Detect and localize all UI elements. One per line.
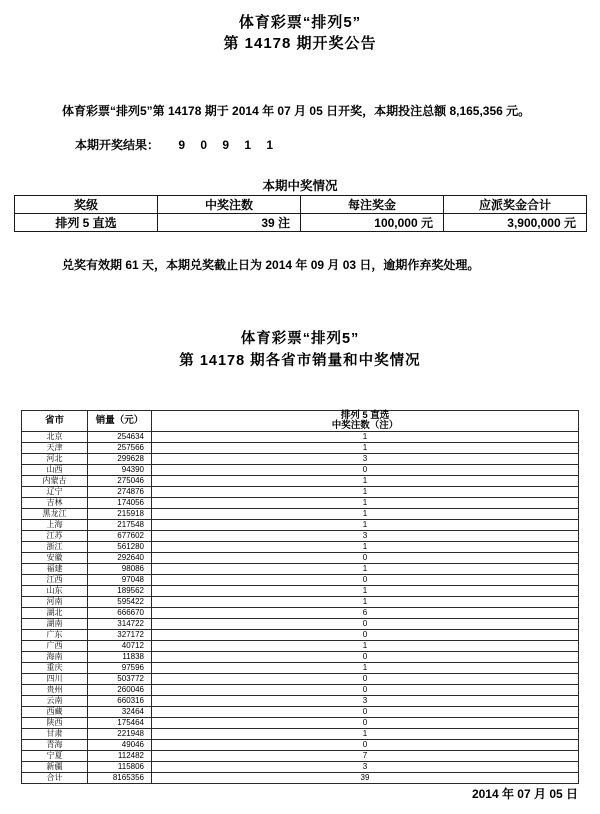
winning-numbers: 9 0 9 1 1 xyxy=(178,138,280,152)
wins-cell: 0 xyxy=(152,619,579,630)
sales-cell: 257566 xyxy=(88,443,152,454)
wins-cell: 1 xyxy=(152,509,579,520)
sales-cell: 94390 xyxy=(88,465,152,476)
sales-header: 销量（元） xyxy=(88,411,152,432)
wins-cell: 0 xyxy=(152,630,579,641)
sales-cell: 11838 xyxy=(88,652,152,663)
table-row xyxy=(22,663,579,674)
table-row xyxy=(22,619,579,630)
sales-cell: 274876 xyxy=(88,487,152,498)
wins-cell: 39 xyxy=(152,773,579,784)
wins-cell: 1 xyxy=(152,597,579,608)
prize-total-cell: 3,900,000 元 xyxy=(444,214,587,232)
draw-result-line xyxy=(75,136,279,153)
province-cell: 贵州 xyxy=(22,685,88,696)
province-cell: 云南 xyxy=(22,696,88,707)
province-cell: 福建 xyxy=(22,564,88,575)
sales-cell: 299628 xyxy=(88,454,152,465)
wins-cell: 0 xyxy=(152,740,579,751)
province-header: 省市 xyxy=(22,411,88,432)
redeem-note: 兑奖有效期 61 天，本期兑奖截止日为 2014 年 09 月 03 日，逾期作弃奖处理。 xyxy=(62,258,480,272)
province-cell: 北京 xyxy=(22,432,88,443)
province-cell: 上海 xyxy=(22,520,88,531)
prize-table-row xyxy=(15,214,587,232)
prize-per-bet-cell: 100,000 元 xyxy=(301,214,444,232)
footer-date: 2014 年 07 月 05 日 xyxy=(471,787,578,801)
province-cell: 重庆 xyxy=(22,663,88,674)
table-row xyxy=(22,696,579,707)
wins-cell: 1 xyxy=(152,443,579,454)
province-cell: 天津 xyxy=(22,443,88,454)
sales-cell: 254634 xyxy=(88,432,152,443)
sales-cell: 327172 xyxy=(88,630,152,641)
draw-result-label: 本期开奖结果： xyxy=(75,138,160,152)
sales-cell: 32464 xyxy=(88,707,152,718)
wins-cell: 1 xyxy=(152,487,579,498)
province-table xyxy=(21,410,579,784)
sales-cell: 503772 xyxy=(88,674,152,685)
wins-header-line1: 排列 5 直选 xyxy=(340,410,390,421)
sales-cell: 215918 xyxy=(88,509,152,520)
prize-header-per-bet: 每注奖金 xyxy=(301,196,444,214)
province-cell: 河南 xyxy=(22,597,88,608)
table-row xyxy=(22,762,579,773)
wins-cell: 1 xyxy=(152,542,579,553)
wins-cell: 0 xyxy=(152,575,579,586)
wins-cell: 3 xyxy=(152,454,579,465)
wins-cell: 1 xyxy=(152,432,579,443)
table-row xyxy=(22,630,579,641)
sales-cell: 275046 xyxy=(88,476,152,487)
province-cell: 江西 xyxy=(22,575,88,586)
province-cell: 青海 xyxy=(22,740,88,751)
sales-cell: 260046 xyxy=(88,685,152,696)
province-cell: 四川 xyxy=(22,674,88,685)
province-cell: 甘肃 xyxy=(22,729,88,740)
province-cell: 黑龙江 xyxy=(22,509,88,520)
wins-header xyxy=(152,411,579,432)
province-cell: 海南 xyxy=(22,652,88,663)
wins-cell: 3 xyxy=(152,531,579,542)
draw-summary-text: 体育彩票“排列5”第 14178 期于 2014 年 07 月 05 日开奖，本期投注总额 8,165,356 元。 xyxy=(62,104,531,118)
province-cell: 辽宁 xyxy=(22,487,88,498)
table-row xyxy=(22,751,579,762)
sales-cell: 115806 xyxy=(88,762,152,773)
sales-cell: 49046 xyxy=(88,740,152,751)
sales-cell: 314722 xyxy=(88,619,152,630)
sales-cell: 660316 xyxy=(88,696,152,707)
wins-cell: 1 xyxy=(152,586,579,597)
prize-table xyxy=(14,195,587,232)
prize-count-cell: 39 注 xyxy=(158,214,301,232)
wins-cell: 1 xyxy=(152,663,579,674)
sales-cell: 175464 xyxy=(88,718,152,729)
sales-cell: 561280 xyxy=(88,542,152,553)
section2-title xyxy=(0,328,600,372)
sales-cell: 40712 xyxy=(88,641,152,652)
sales-cell: 677602 xyxy=(88,531,152,542)
wins-cell: 7 xyxy=(152,751,579,762)
wins-cell: 1 xyxy=(152,564,579,575)
title-line1: 体育彩票“排列5” xyxy=(238,14,362,31)
wins-cell: 0 xyxy=(152,718,579,729)
table-row xyxy=(22,564,579,575)
table-row xyxy=(22,729,579,740)
table-row xyxy=(22,707,579,718)
province-table-header-row xyxy=(22,411,579,432)
sales-cell: 221948 xyxy=(88,729,152,740)
prize-table-header-row xyxy=(15,196,587,214)
wins-cell: 1 xyxy=(152,641,579,652)
sales-cell: 98086 xyxy=(88,564,152,575)
sales-cell: 8165356 xyxy=(88,773,152,784)
province-cell: 吉林 xyxy=(22,498,88,509)
sales-cell: 189562 xyxy=(88,586,152,597)
table-row xyxy=(22,641,579,652)
table-row xyxy=(22,674,579,685)
table-row xyxy=(22,531,579,542)
table-row xyxy=(22,597,579,608)
sales-cell: 292640 xyxy=(88,553,152,564)
sales-cell: 174056 xyxy=(88,498,152,509)
wins-header-line2: 中奖注数（注） xyxy=(331,420,399,431)
wins-cell: 0 xyxy=(152,465,579,476)
province-cell: 西藏 xyxy=(22,707,88,718)
announcement-title xyxy=(0,12,600,54)
province-cell: 宁夏 xyxy=(22,751,88,762)
province-cell: 广东 xyxy=(22,630,88,641)
table-row xyxy=(22,586,579,597)
province-cell: 山东 xyxy=(22,586,88,597)
province-cell: 江苏 xyxy=(22,531,88,542)
table-row xyxy=(22,487,579,498)
wins-cell: 3 xyxy=(152,762,579,773)
table-row xyxy=(22,465,579,476)
table-row xyxy=(22,740,579,751)
prize-header-total: 应派奖金合计 xyxy=(444,196,587,214)
table-row xyxy=(22,685,579,696)
prize-table-caption: 本期中奖情况 xyxy=(262,179,338,193)
wins-cell: 1 xyxy=(152,729,579,740)
province-cell: 河北 xyxy=(22,454,88,465)
sales-cell: 112482 xyxy=(88,751,152,762)
table-row xyxy=(22,718,579,729)
province-cell: 浙江 xyxy=(22,542,88,553)
table-row xyxy=(22,773,579,784)
sales-cell: 595422 xyxy=(88,597,152,608)
table-row xyxy=(22,575,579,586)
province-cell: 山西 xyxy=(22,465,88,476)
table-row xyxy=(22,476,579,487)
prize-level-cell: 排列 5 直选 xyxy=(15,214,158,232)
wins-cell: 1 xyxy=(152,476,579,487)
section2-title-line2: 第 14178 期各省市销量和中奖情况 xyxy=(179,353,421,369)
sales-cell: 666670 xyxy=(88,608,152,619)
sales-cell: 217548 xyxy=(88,520,152,531)
province-table-body xyxy=(22,432,579,784)
wins-cell: 3 xyxy=(152,696,579,707)
wins-cell: 0 xyxy=(152,685,579,696)
wins-cell: 0 xyxy=(152,707,579,718)
wins-cell: 6 xyxy=(152,608,579,619)
wins-cell: 0 xyxy=(152,652,579,663)
province-cell: 湖北 xyxy=(22,608,88,619)
wins-cell: 0 xyxy=(152,553,579,564)
table-row xyxy=(22,432,579,443)
table-row xyxy=(22,443,579,454)
section2-title-line1: 体育彩票“排列5” xyxy=(240,331,360,347)
province-cell: 湖南 xyxy=(22,619,88,630)
table-row xyxy=(22,652,579,663)
table-row xyxy=(22,520,579,531)
wins-cell: 0 xyxy=(152,674,579,685)
sales-cell: 97596 xyxy=(88,663,152,674)
table-row xyxy=(22,542,579,553)
province-cell: 新疆 xyxy=(22,762,88,773)
table-row xyxy=(22,498,579,509)
province-cell: 内蒙古 xyxy=(22,476,88,487)
table-row xyxy=(22,509,579,520)
province-cell: 陕西 xyxy=(22,718,88,729)
prize-header-count: 中奖注数 xyxy=(158,196,301,214)
wins-cell: 1 xyxy=(152,520,579,531)
sales-cell: 97048 xyxy=(88,575,152,586)
wins-cell: 1 xyxy=(152,498,579,509)
province-cell: 安徽 xyxy=(22,553,88,564)
title-line2: 第 14178 期开奖公告 xyxy=(223,35,377,52)
table-row xyxy=(22,454,579,465)
table-row xyxy=(22,553,579,564)
province-cell: 广西 xyxy=(22,641,88,652)
table-row xyxy=(22,608,579,619)
province-cell: 合计 xyxy=(22,773,88,784)
prize-header-level: 奖级 xyxy=(15,196,158,214)
